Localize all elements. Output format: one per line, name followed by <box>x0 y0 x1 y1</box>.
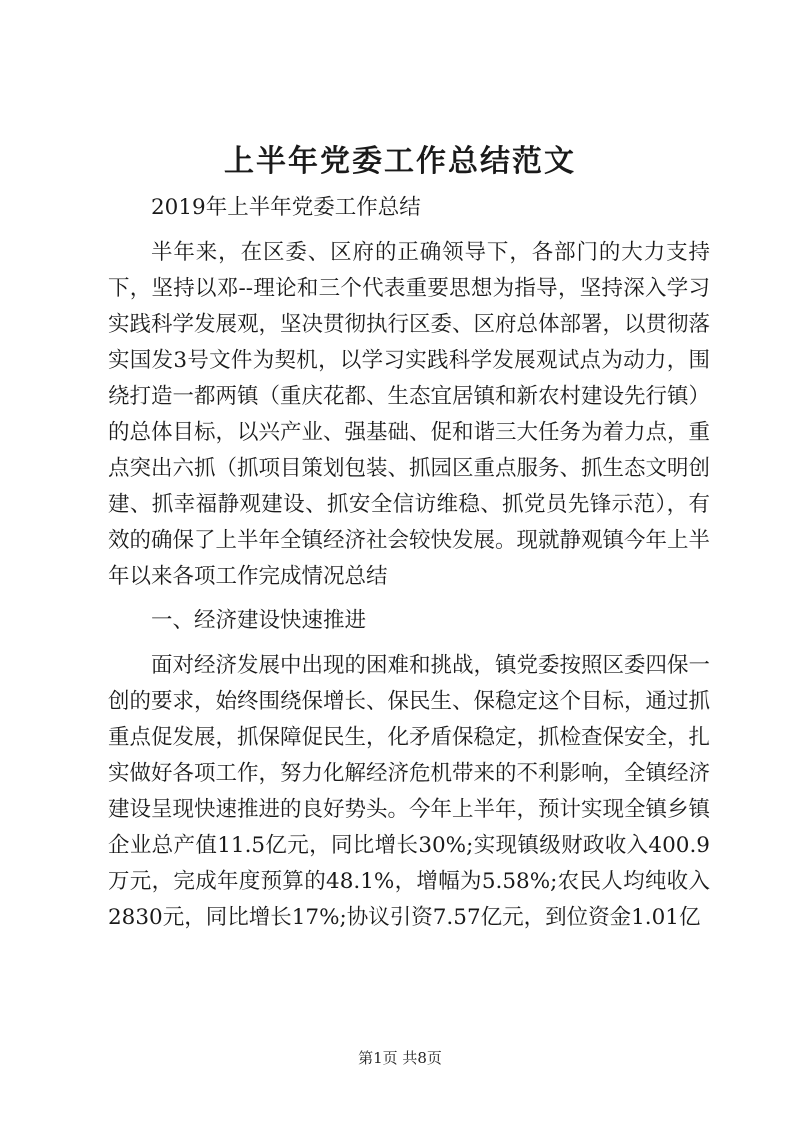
document-title: 上半年党委工作总结范文 <box>224 144 576 179</box>
paragraph-economy: 面对经济发展中出现的困难和挑战，镇党委按照区委四保一创的要求，始终围绕保增长、保民生、保稳定这个目标，通过抓重点促发展，抓保障促民生，化矛盾保稳定，抓检查保安全，扎实做好各项工作，努力化解经济危机带来的不利影响，全镇经济建设呈现快速推进的良好势头。今年上半年，预计实现全镇乡镇企业总产值11.5亿元，同比增长30%;实现镇级财政收入400.9万元，完成年度预算的48.1%，增幅为5.58%;农民人均纯收入2830元，同比增长17%;协议引资7.57亿元，到位资金1.01亿 <box>108 652 711 930</box>
paragraph-subtitle: 2019年上半年党委工作总结 <box>151 195 421 220</box>
page-footer: 第1页 共8页 <box>358 1049 442 1067</box>
document-body <box>108 190 710 944</box>
section-heading-economy: 一、经济建设快速推进 <box>151 608 367 633</box>
paragraph-intro: 半年来，在区委、区府的正确领导下，各部门的大力支持下，坚持以邓--理论和三个代表重要思想为指导，坚持深入学习实践科学发展观，坚决贯彻执行区委、区府总体部署，以贯彻落实国发3号文件为契机，以学习实践科学发展观试点为动力，围绕打造一都两镇（重庆花都、生态宜居镇和新农村建设先行镇）的总体目标，以兴产业、强基础、促和谐三大任务为着力点，重点突出六抓（抓项目策划包装、抓园区重点服务、抓生态文明创建、抓幸福静观建设、抓安全信访维稳、抓党员先锋示范），有效的确保了上半年全镇经济社会较快发展。现就静观镇今年上半年以来各项工作完成情况总结 <box>108 239 711 589</box>
